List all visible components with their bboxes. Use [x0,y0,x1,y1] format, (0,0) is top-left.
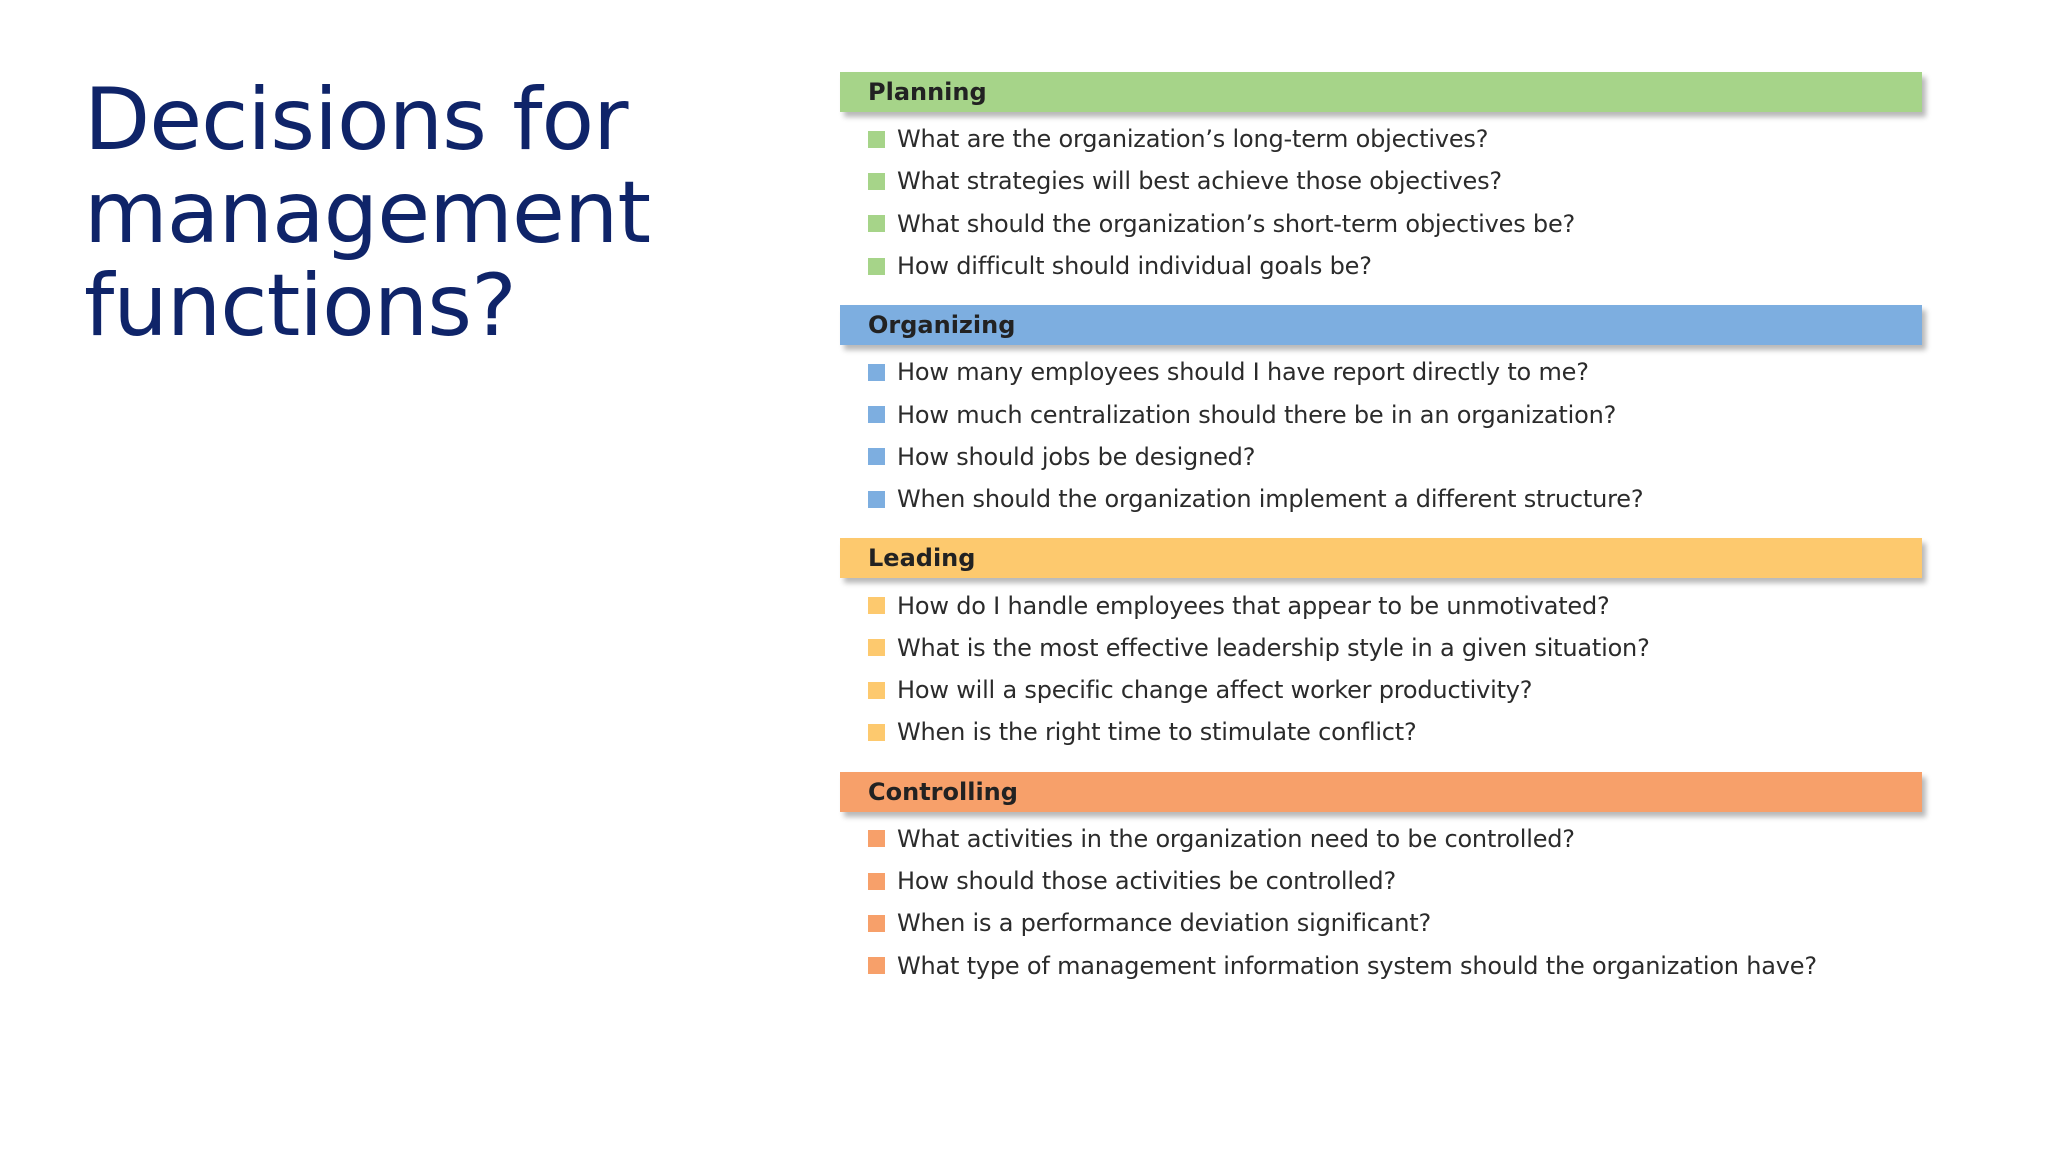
square-bullet-icon [868,448,885,465]
square-bullet-icon [868,215,885,232]
section-leading [840,538,1922,753]
square-bullet-icon [868,364,885,381]
item-text: When should the organization implement a different structure? [897,485,1644,514]
list-item [840,118,1922,160]
square-bullet-icon [868,258,885,275]
slide-title: Decisions for management functions? [84,70,651,356]
list-item [840,436,1922,478]
section-header-planning: Planning [840,72,1922,112]
square-bullet-icon [868,639,885,656]
section-items-planning [840,112,1922,287]
item-text: What is the most effective leadership style in a given situation? [897,633,1650,662]
list-item [840,393,1922,435]
section-items-controlling [840,812,1922,987]
square-bullet-icon [868,873,885,890]
square-bullet-icon [868,724,885,741]
item-text: How much centralization should there be in an organization? [897,400,1617,429]
section-items-organizing [840,345,1922,520]
square-bullet-icon [868,682,885,699]
item-text: What should the organization’s short-term objectives be? [897,209,1576,238]
section-header-controlling: Controlling [840,772,1922,812]
management-functions-panel [840,72,1922,987]
section-header-leading: Leading [840,538,1922,578]
list-item [840,478,1922,520]
square-bullet-icon [868,491,885,508]
item-text: How should jobs be designed? [897,442,1256,471]
item-text: How should those activities be controlled? [897,867,1396,895]
item-text: How will a specific change affect worker productivity? [897,676,1533,705]
item-text: What type of management information system should the organization have? [897,951,1817,980]
list-item [840,351,1922,393]
square-bullet-icon [868,173,885,190]
square-bullet-icon [868,406,885,423]
square-bullet-icon [868,957,885,974]
item-text: What activities in the organization need to be controlled? [897,824,1575,853]
list-item [840,902,1922,944]
section-organizing [840,305,1922,520]
list-item [840,160,1922,202]
list-item [840,584,1922,626]
square-bullet-icon [868,915,885,932]
section-items-leading [840,578,1922,753]
section-controlling [840,772,1922,987]
list-item [840,203,1922,245]
list-item [840,627,1922,669]
section-planning [840,72,1922,287]
item-text: What are the organization’s long-term objectives? [897,125,1489,154]
square-bullet-icon [868,597,885,614]
list-item [840,669,1922,711]
list-item [840,944,1922,986]
item-text: When is the right time to stimulate conflict? [897,718,1417,747]
item-text: How do I handle employees that appear to be unmotivated? [897,591,1610,620]
section-header-organizing: Organizing [840,305,1922,345]
item-text: When is a performance deviation significant? [897,909,1432,938]
list-item [840,711,1922,753]
item-text: How difficult should individual goals be? [897,252,1372,281]
list-item [840,860,1922,902]
square-bullet-icon [868,131,885,148]
list-item [840,818,1922,860]
item-text: How many employees should I have report directly to me? [897,358,1589,387]
square-bullet-icon [868,830,885,847]
list-item [840,245,1922,287]
item-text: What strategies will best achieve those objectives? [897,167,1502,196]
